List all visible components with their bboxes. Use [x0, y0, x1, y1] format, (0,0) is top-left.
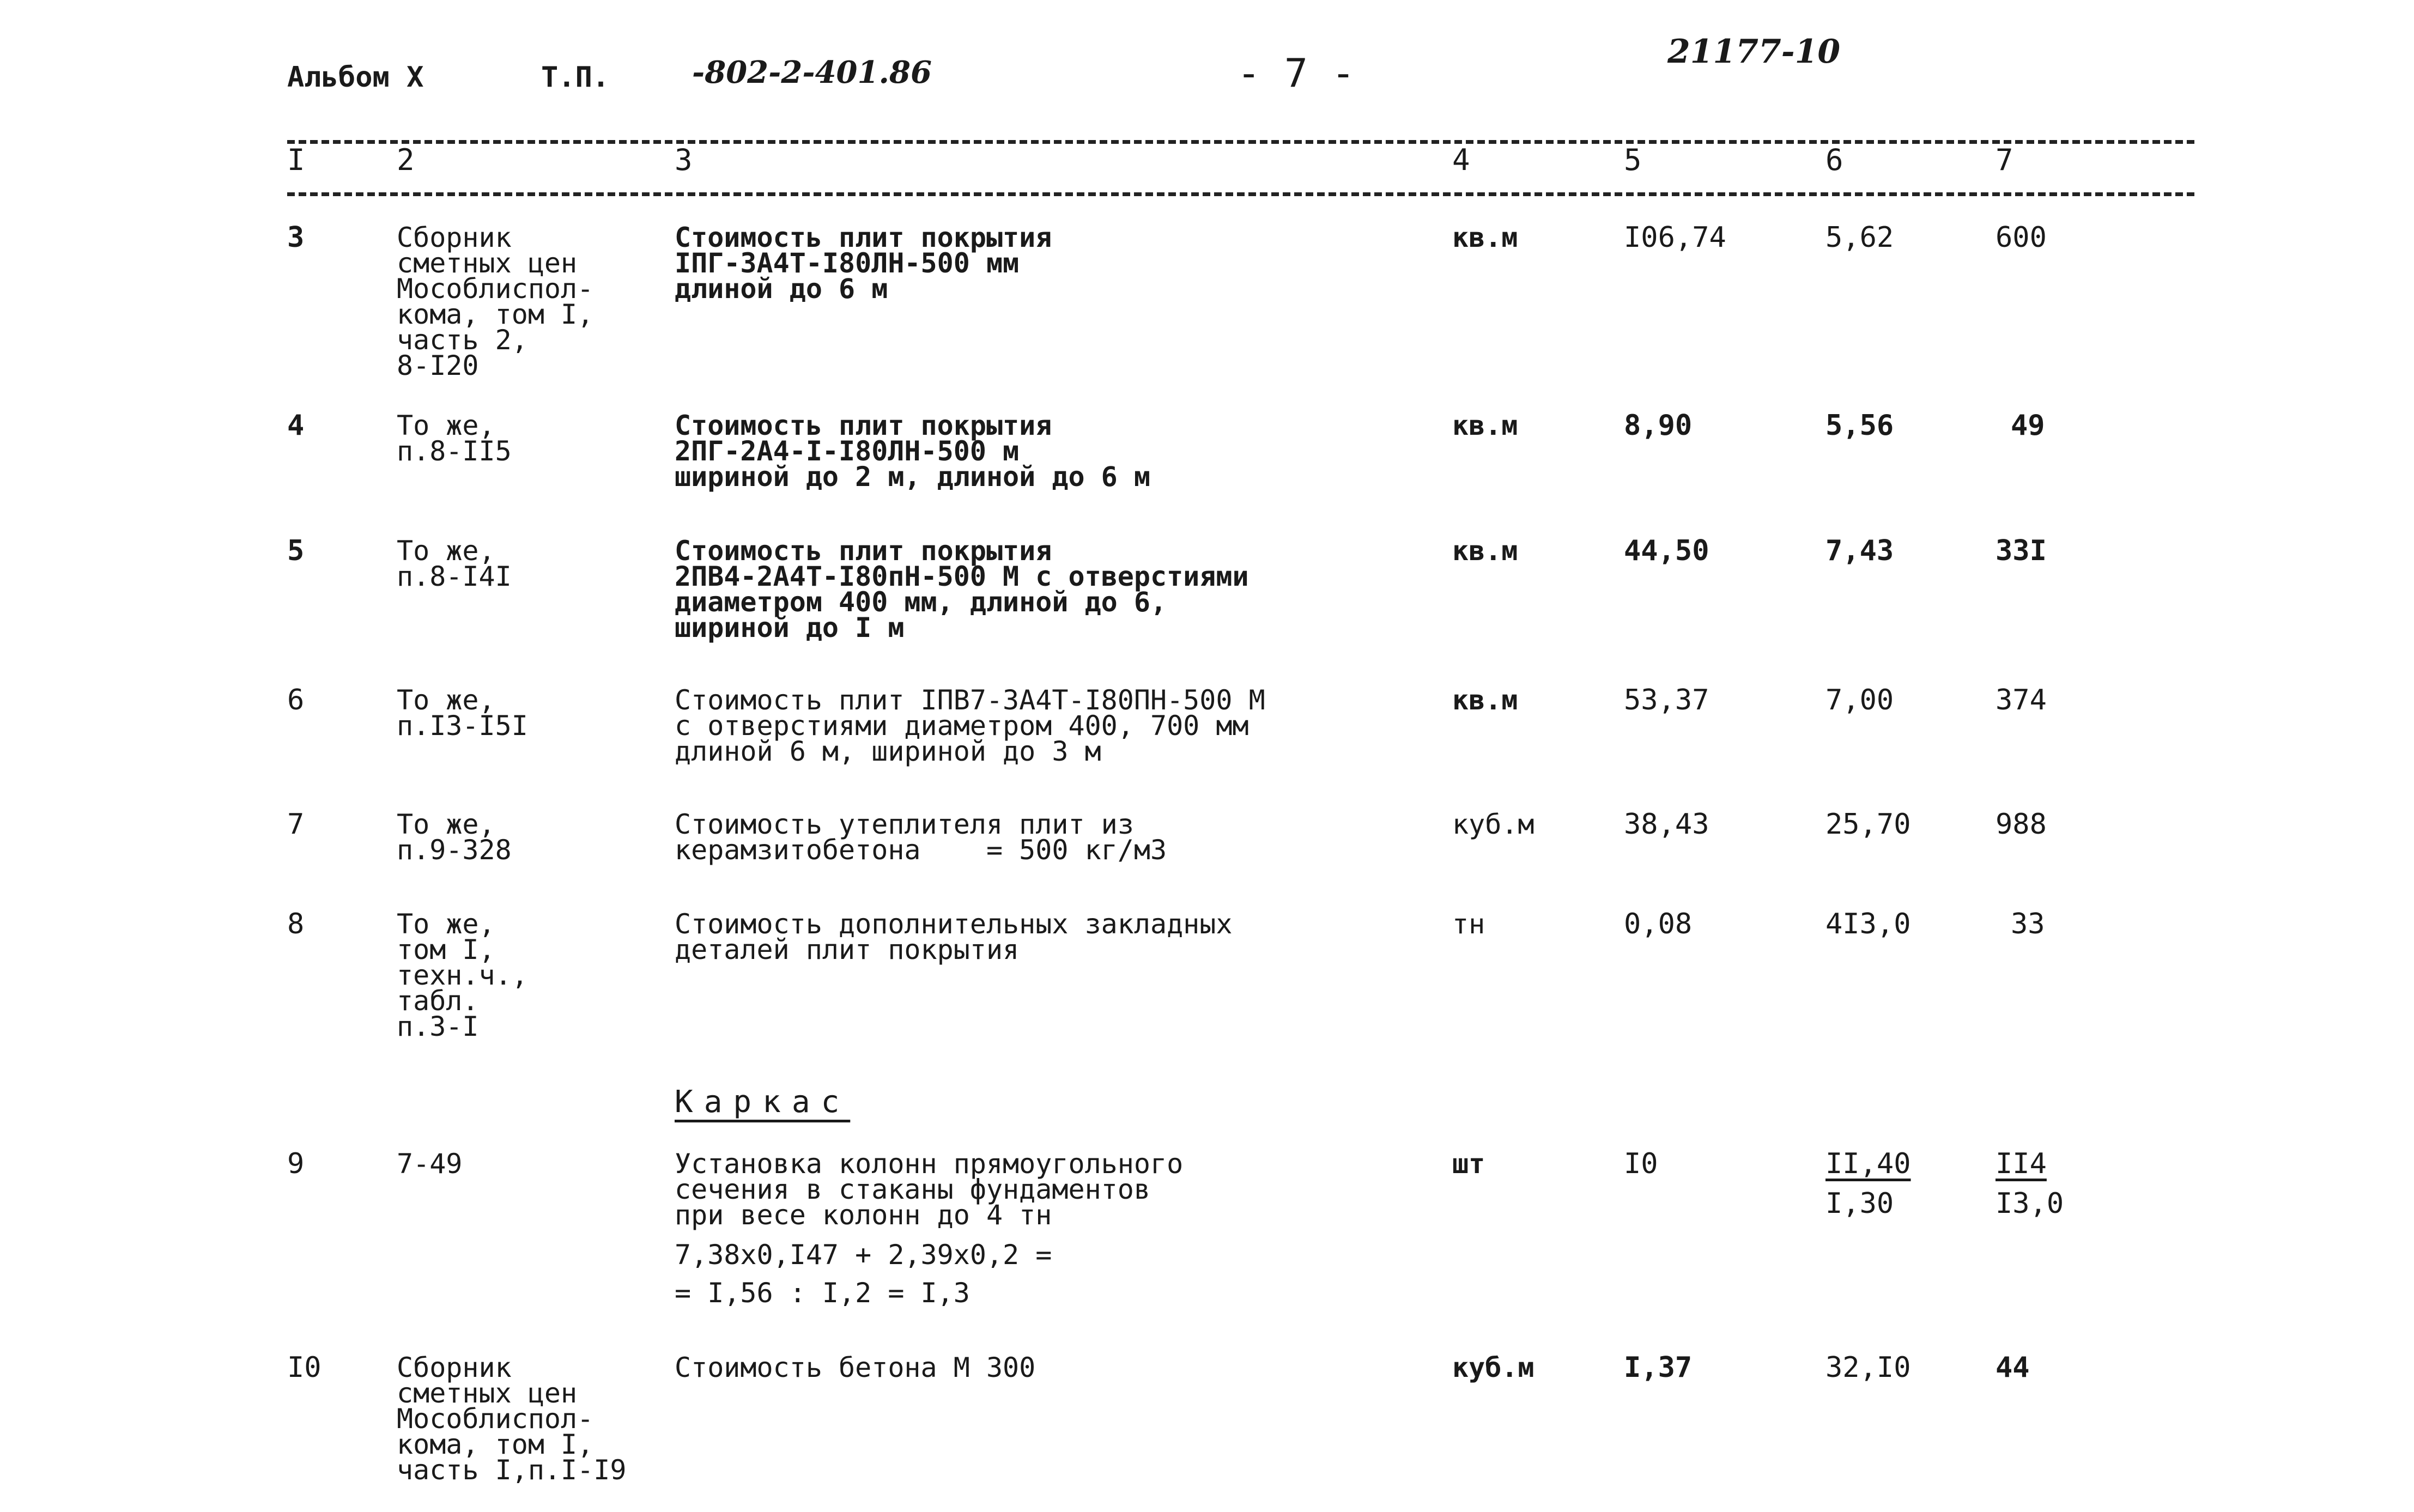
header-rule-top [287, 140, 2194, 144]
row-3-total: 600 [1996, 221, 2047, 254]
row-3-unit: кв.м [1452, 222, 1518, 253]
row-5-source: То же, п.8-I4I [397, 535, 512, 592]
row-4-number: 4 [287, 409, 305, 442]
row-9-price-denominator: I,30 [1825, 1187, 1894, 1220]
row-7-price: 25,70 [1825, 808, 1911, 841]
column-header-2: 2 [397, 143, 415, 177]
row-4-total: 49 [2011, 409, 2045, 442]
row-9-qty: I0 [1624, 1147, 1658, 1180]
row-5-price: 7,43 [1825, 535, 1894, 567]
row-5-unit: кв.м [1452, 535, 1518, 567]
row-7-unit: куб.м [1452, 809, 1534, 840]
row-3-price: 5,62 [1825, 221, 1894, 254]
row-10-qty: I,37 [1624, 1351, 1693, 1384]
row-9-total-numerator: II4 [1996, 1147, 2047, 1180]
row-9-formula-2: = I,56 : I,2 = I,3 [675, 1277, 970, 1309]
row-9-price-numerator: II,40 [1825, 1147, 1911, 1180]
tp-label: Т.П. [541, 61, 610, 94]
row-3-number: 3 [287, 221, 305, 254]
row-8-price: 4I3,0 [1825, 908, 1911, 940]
row-8-unit: тн [1452, 908, 1485, 940]
row-10-description: Стоимость бетона М 300 [675, 1352, 1036, 1383]
row-10-number: I0 [287, 1351, 322, 1384]
row-5-total: 33I [1996, 535, 2047, 567]
header-rule-bottom [287, 192, 2194, 196]
row-10-unit: куб.м [1452, 1352, 1534, 1383]
row-3-source: Сборник сметных цен Мособлиспол- кома, том I, часть 2, 8-I20 [397, 222, 594, 381]
column-header-5: 5 [1624, 143, 1642, 177]
row-7-qty: 38,43 [1624, 808, 1709, 841]
section-title: Каркас [675, 1084, 851, 1120]
row-6-total: 374 [1996, 684, 2047, 716]
row-3-description: Стоимость плит покрытия IПГ-3А4Т-I80ЛН-500 мм длиной до 6 м [675, 222, 1052, 305]
row-9-number: 9 [287, 1147, 305, 1180]
row-9-description: Установка колонн прямоугольного сечения в стаканы фундаментов при весе колонн до 4 тн [675, 1148, 1184, 1231]
row-8-source: То же, том I, техн.ч., табл. п.3-I [397, 908, 528, 1042]
row-4-description: Стоимость плит покрытия 2ПГ-2А4-I-I80ЛН-500 м шириной до 2 м, длиной до 6 м [675, 410, 1150, 493]
row-9-total-denominator: I3,0 [1996, 1187, 2064, 1220]
row-9-formula-1: 7,38х0,I47 + 2,39х0,2 = [675, 1239, 1052, 1271]
column-header-6: 6 [1825, 143, 1843, 177]
document-number: 21177-10 [1667, 33, 1841, 71]
row-10-price: 32,I0 [1825, 1351, 1911, 1384]
column-header-4: 4 [1452, 143, 1470, 177]
row-6-price: 7,00 [1825, 684, 1894, 716]
row-4-source: То же, п.8-II5 [397, 410, 512, 467]
row-6-number: 6 [287, 684, 305, 716]
row-8-total: 33 [2011, 908, 2045, 940]
row-4-price: 5,56 [1825, 409, 1894, 442]
row-6-description: Стоимость плит IПВ7-3А4Т-I80ПН-500 М с отверстиями диаметром 400, 700 мм длиной 6 м, шириной до 3 м [675, 684, 1265, 767]
row-7-description: Стоимость утеплителя плит из керамзитобетона = 500 кг/м3 [675, 809, 1167, 866]
row-10-total: 44 [1996, 1351, 2030, 1384]
row-3-qty: I06,74 [1624, 221, 1726, 254]
column-header-1: I [287, 143, 305, 177]
row-8-number: 8 [287, 908, 305, 940]
row-4-qty: 8,90 [1624, 409, 1693, 442]
row-6-unit: кв.м [1452, 684, 1518, 716]
row-8-description: Стоимость дополнительных закладных деталей плит покрытия [675, 908, 1233, 966]
page-number: - 7 - [1237, 50, 1355, 96]
row-7-number: 7 [287, 808, 305, 841]
column-header-3: 3 [675, 143, 693, 177]
row-7-total: 988 [1996, 808, 2047, 841]
row-4-unit: кв.м [1452, 410, 1518, 441]
project-number: -802-2-401.86 [692, 54, 932, 90]
row-5-number: 5 [287, 535, 305, 567]
row-6-qty: 53,37 [1624, 684, 1709, 716]
row-10-source: Сборник сметных цен Мособлиспол- кома, том I, часть I,п.I-I9 [397, 1352, 627, 1486]
row-7-source: То же, п.9-328 [397, 809, 512, 866]
row-6-source: То же, п.I3-I5I [397, 684, 528, 742]
row-5-description: Стоимость плит покрытия 2ПВ4-2А4Т-I80пН-500 М с отверстиями диаметром 400 мм, длиной до 6, шириной до I м [675, 535, 1249, 643]
row-9-source: 7-49 [397, 1148, 463, 1180]
row-5-qty: 44,50 [1624, 535, 1709, 567]
row-8-qty: 0,08 [1624, 908, 1693, 940]
album-label: Альбом Х [287, 61, 424, 94]
row-9-unit: шт [1452, 1148, 1485, 1180]
column-header-7: 7 [1996, 143, 2013, 177]
